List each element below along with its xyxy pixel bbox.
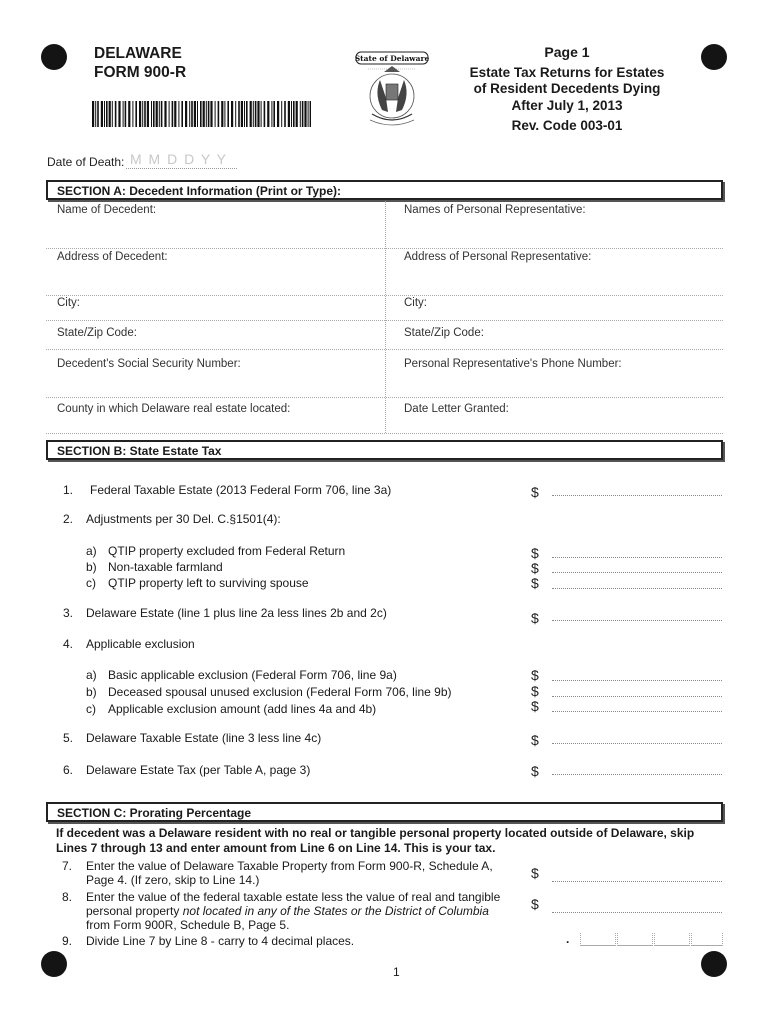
decimal-point: . xyxy=(566,932,570,946)
form-number: FORM 900-R xyxy=(94,64,187,81)
form-title-block xyxy=(449,44,685,135)
line-8-text-2b-italic: not located in any of the States or the District of Columbia xyxy=(182,904,489,918)
line-2-label: Adjustments per 30 Del. C.§1501(4): xyxy=(86,512,281,526)
line-5-label: Delaware Taxable Estate (line 3 less line 4c) xyxy=(86,731,322,745)
line-6-number: 6. xyxy=(63,763,74,777)
line-4b-label: Deceased spousal unused exclusion (Federal Form 706, line 9b) xyxy=(108,685,452,699)
line-2a-amount-input[interactable] xyxy=(552,557,722,558)
state-name: DELAWARE xyxy=(94,45,182,62)
title-line-1: Estate Tax Returns for Estates xyxy=(469,64,665,80)
line-8-text-2 xyxy=(86,904,489,918)
row-divider xyxy=(46,349,723,350)
currency-symbol: $ xyxy=(531,763,539,779)
line-8-text-3: from Form 900R, Schedule B, Page 5. xyxy=(86,918,290,932)
line-2c-label: QTIP property left to surviving spouse xyxy=(108,576,309,590)
line-7-text-1: Enter the value of Delaware Taxable Property from Form 900-R, Schedule A, xyxy=(86,859,493,873)
section-c-instructions: If decedent was a Delaware resident with no real or tangible personal property located outside of Delaware, skip Lines 7 through 13 and enter amount from Line 6 on Line 14. This is your tax. xyxy=(56,826,695,855)
line-3-amount-input[interactable] xyxy=(552,620,722,621)
line-8-amount-input[interactable] xyxy=(552,912,722,913)
date-of-death-input[interactable]: M M D D Y Y xyxy=(126,151,237,169)
barcode xyxy=(92,101,311,127)
line-7-amount-input[interactable] xyxy=(552,881,722,882)
line-1-amount-input[interactable] xyxy=(552,495,722,496)
line-2b-label: Non-taxable farmland xyxy=(108,560,223,574)
form-identifier xyxy=(94,44,186,82)
currency-symbol: $ xyxy=(531,575,539,591)
row-divider xyxy=(46,320,723,321)
state-seal xyxy=(350,50,434,132)
decedent-state-zip-field[interactable]: State/Zip Code: xyxy=(57,327,137,339)
line-4b-letter: b) xyxy=(86,685,97,699)
currency-symbol: $ xyxy=(531,683,539,699)
line-2b-amount-input[interactable] xyxy=(552,572,722,573)
rep-address-field[interactable]: Address of Personal Representative: xyxy=(404,251,592,263)
line-7-text-2: Page 4. (If zero, skip to Line 14.) xyxy=(86,873,260,887)
line-9-label: Divide Line 7 by Line 8 - carry to 4 decimal places. xyxy=(86,934,355,948)
line-4b-amount-input[interactable] xyxy=(552,696,722,697)
line-9-digit-box-4[interactable] xyxy=(691,933,723,946)
section-a-header: SECTION A: Decedent Information (Print or Type): xyxy=(46,180,723,200)
line-8-text-2a: personal property xyxy=(86,904,180,918)
currency-symbol: $ xyxy=(531,667,539,683)
line-5-number: 5. xyxy=(63,731,74,745)
line-2-number: 2. xyxy=(63,512,74,526)
line-4-number: 4. xyxy=(63,637,74,651)
page-number: 1 xyxy=(393,965,400,979)
line-9-digit-box-2[interactable] xyxy=(617,933,653,946)
line-8-text-1: Enter the value of the federal taxable estate less the value of real and tangible xyxy=(86,890,501,904)
registration-mark-top-right xyxy=(701,44,727,70)
row-divider xyxy=(46,295,723,296)
line-7-number: 7. xyxy=(62,859,73,873)
rep-city-field[interactable]: City: xyxy=(404,297,427,309)
title-line-3: After July 1, 2013 xyxy=(511,97,623,113)
row-divider xyxy=(46,433,723,434)
line-4-label: Applicable exclusion xyxy=(86,637,195,651)
decedent-ssn-field[interactable]: Decedent's Social Security Number: xyxy=(57,358,241,370)
line-4c-letter: c) xyxy=(86,702,96,716)
row-divider xyxy=(46,248,723,249)
currency-symbol: $ xyxy=(531,896,539,912)
seal-banner-text: State of Delaware xyxy=(354,54,430,63)
line-8-number: 8. xyxy=(62,890,73,904)
line-4a-label: Basic applicable exclusion (Federal Form 706, line 9a) xyxy=(108,668,397,682)
line-3-number: 3. xyxy=(63,606,74,620)
line-1-label: Federal Taxable Estate (2013 Federal Form 706, line 3a) xyxy=(90,483,392,497)
currency-symbol: $ xyxy=(531,484,539,500)
currency-symbol: $ xyxy=(531,545,539,561)
line-4c-amount-input[interactable] xyxy=(552,711,722,712)
decedent-address-field[interactable]: Address of Decedent: xyxy=(57,251,168,263)
title-line-2: of Resident Decedents Dying xyxy=(473,81,661,96)
line-3-label: Delaware Estate (line 1 plus line 2a less lines 2b and 2c) xyxy=(86,606,387,620)
date-of-death-label: Date of Death: xyxy=(47,155,125,169)
line-2b-letter: b) xyxy=(86,560,97,574)
registration-mark-top-left xyxy=(41,44,67,70)
date-letter-granted-field[interactable]: Date Letter Granted: xyxy=(404,403,509,415)
line-6-label: Delaware Estate Tax (per Table A, page 3) xyxy=(86,763,311,777)
decedent-name-field[interactable]: Name of Decedent: xyxy=(57,204,157,216)
line-2c-amount-input[interactable] xyxy=(552,588,722,589)
row-divider xyxy=(46,397,723,398)
section-c-header: SECTION C: Prorating Percentage xyxy=(46,802,723,822)
line-2a-letter: a) xyxy=(86,544,97,558)
line-4a-letter: a) xyxy=(86,668,97,682)
line-9-number: 9. xyxy=(62,934,73,948)
section-b-header: SECTION B: State Estate Tax xyxy=(46,440,723,460)
line-9-digit-box-1[interactable] xyxy=(580,933,616,946)
county-field[interactable]: County in which Delaware real estate located: xyxy=(57,403,291,415)
currency-symbol: $ xyxy=(531,610,539,626)
currency-symbol: $ xyxy=(531,698,539,714)
currency-symbol: $ xyxy=(531,560,539,576)
line-1-number: 1. xyxy=(63,483,74,497)
line-2a-label: QTIP property excluded from Federal Return xyxy=(108,544,346,558)
line-4a-amount-input[interactable] xyxy=(552,680,722,681)
line-5-amount-input[interactable] xyxy=(552,743,722,744)
rep-name-field[interactable]: Names of Personal Representative: xyxy=(404,204,586,216)
revision-code: Rev. Code 003-01 xyxy=(511,118,623,133)
page-indicator: Page 1 xyxy=(544,44,590,60)
decedent-city-field[interactable]: City: xyxy=(57,297,80,309)
registration-mark-bottom-left xyxy=(41,951,67,977)
currency-symbol: $ xyxy=(531,732,539,748)
line-9-digit-box-3[interactable] xyxy=(654,933,690,946)
registration-mark-bottom-right xyxy=(701,951,727,977)
rep-state-zip-field[interactable]: State/Zip Code: xyxy=(404,327,484,339)
section-a-divider xyxy=(385,201,386,433)
line-4c-label: Applicable exclusion amount (add lines 4a and 4b) xyxy=(108,702,377,716)
rep-phone-field[interactable]: Personal Representative's Phone Number: xyxy=(404,358,622,370)
currency-symbol: $ xyxy=(531,865,539,881)
line-2c-letter: c) xyxy=(86,576,96,590)
line-6-amount-input[interactable] xyxy=(552,774,722,775)
